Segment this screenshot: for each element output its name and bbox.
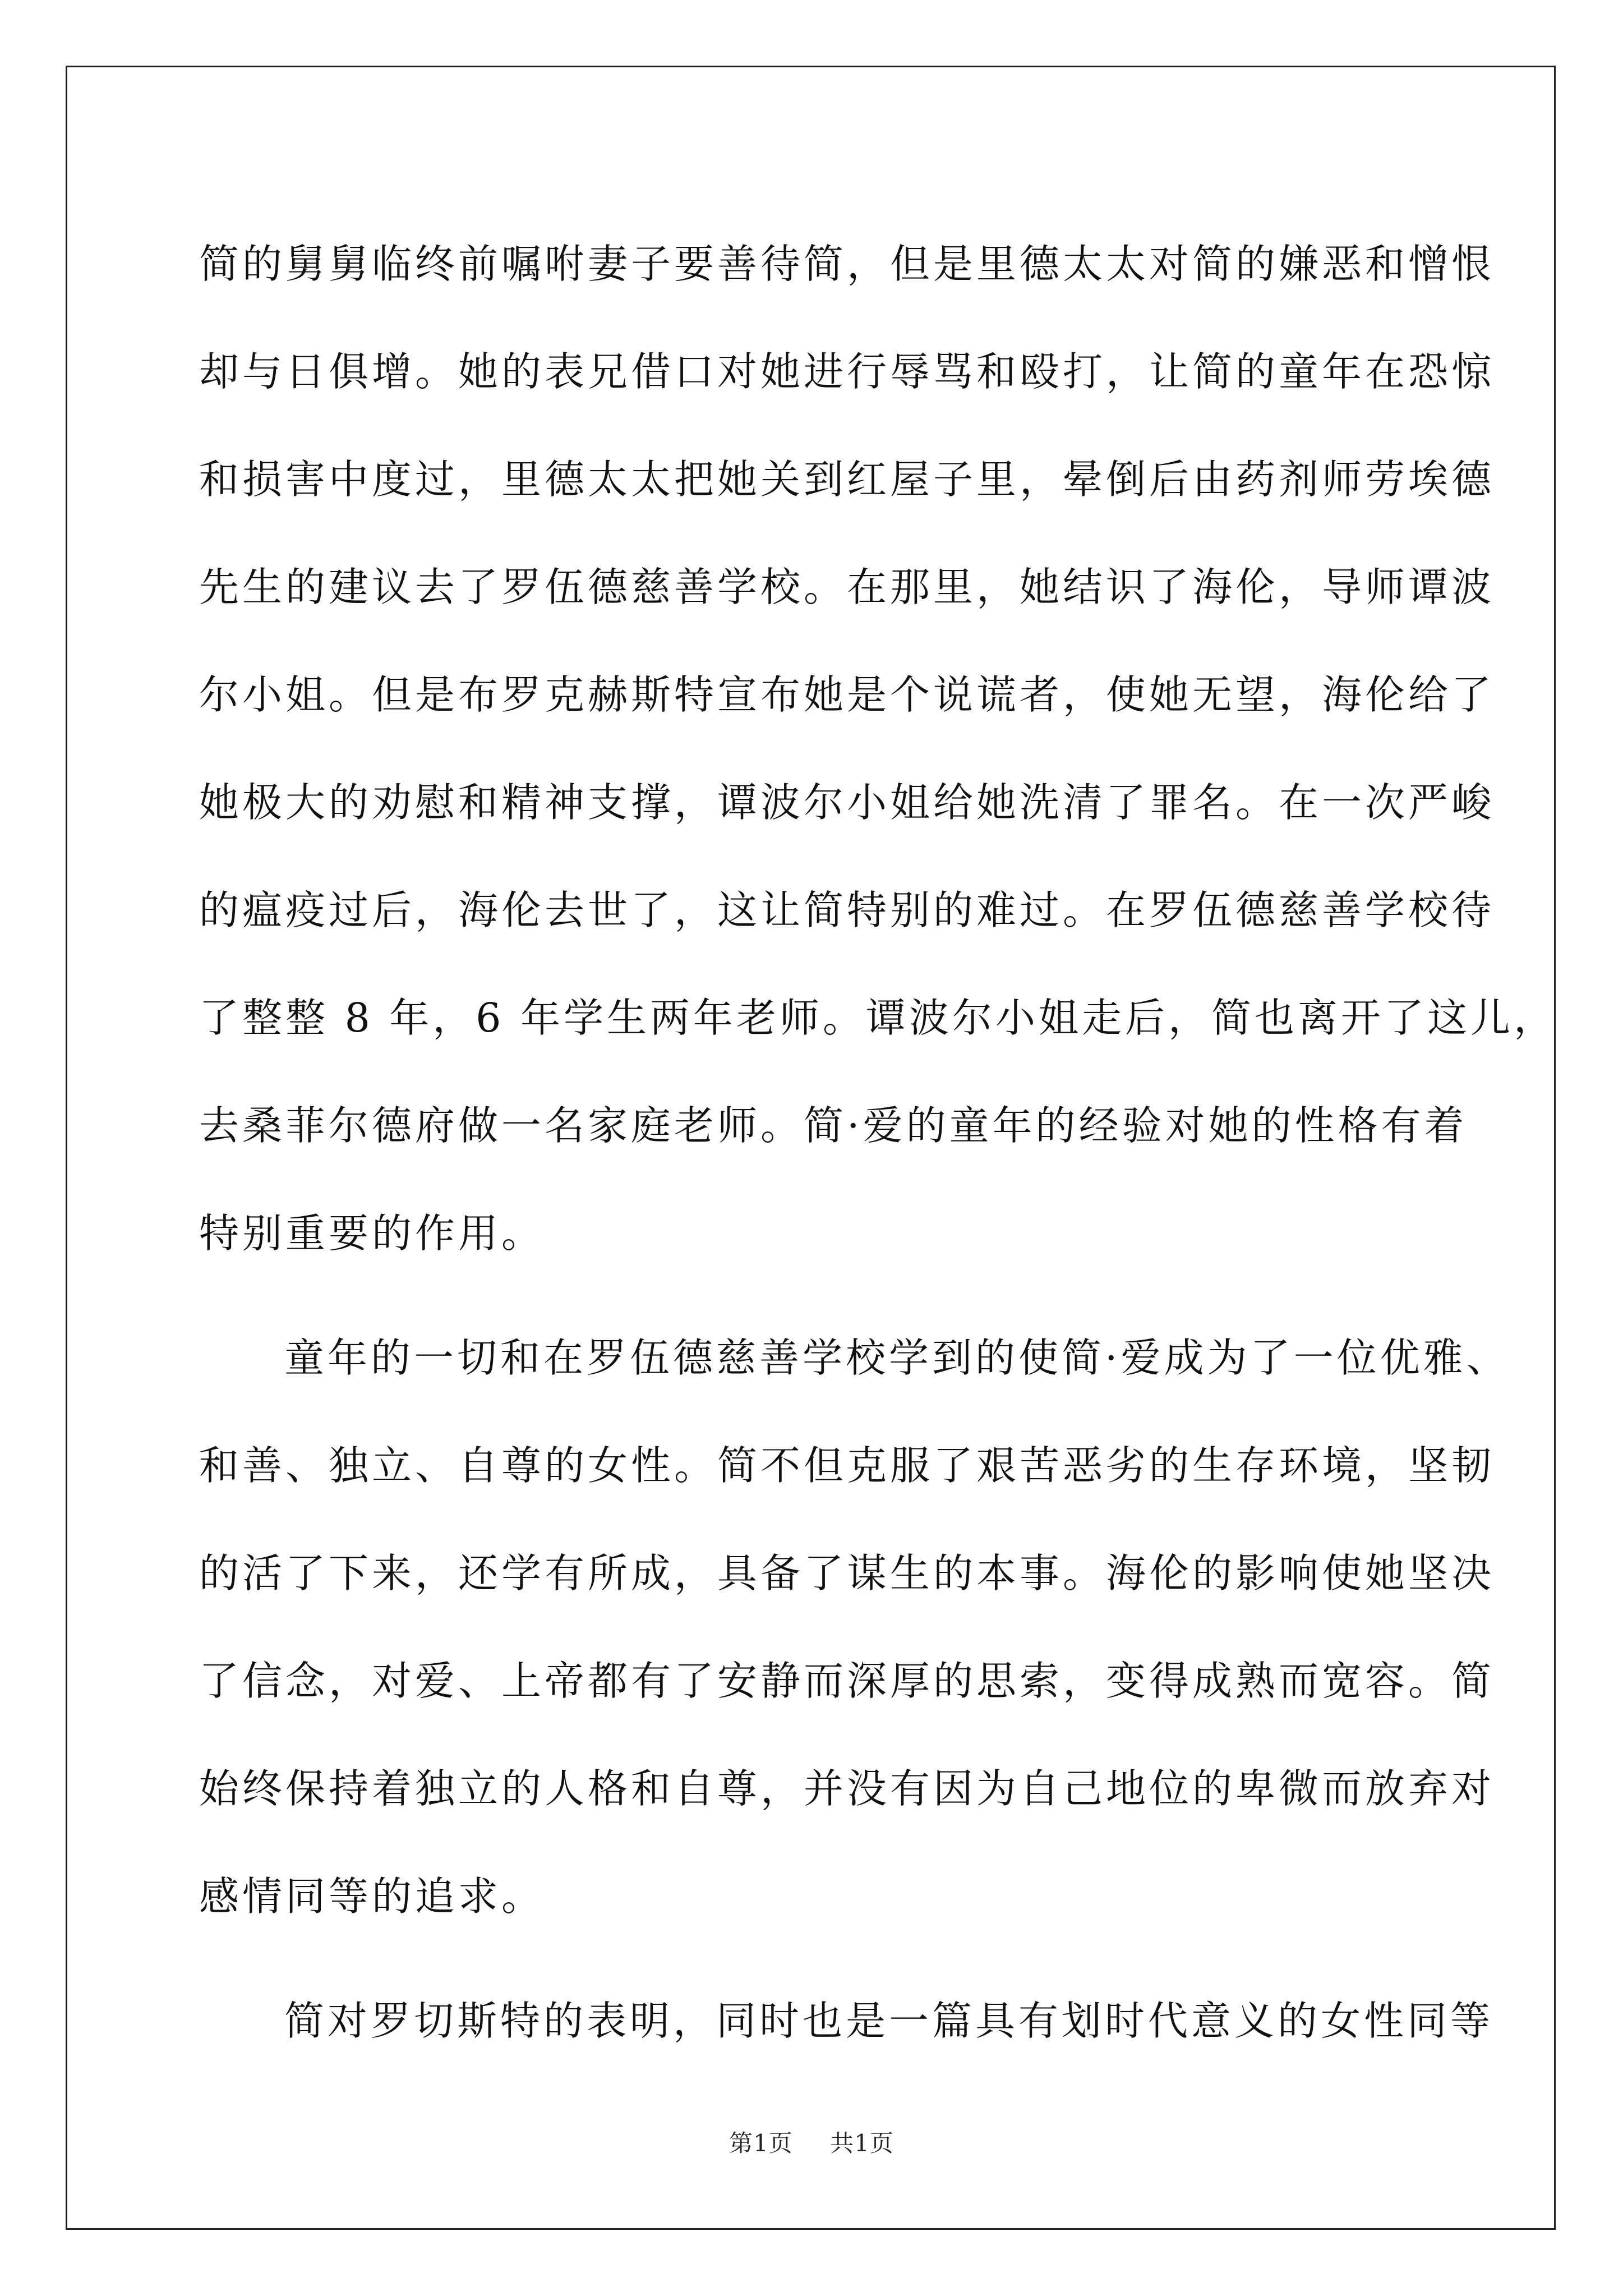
paragraph-1-line-10: 特别重要的作用。 (199, 1210, 545, 1257)
paragraph-1-line-2: 却与日俱增。她的表兄借口对她进行辱骂和殴打，让简的童年在恐惊 (199, 348, 1495, 395)
paragraph-1-line-1: 简的舅舅临终前嘱咐妻子要善待简，但是里德太太对简的嫌恶和憎恨 (199, 241, 1495, 287)
paragraph-gap (199, 1950, 1450, 1967)
paragraph-1-line-8: 了整整 8 年，6 年学生两年老师。谭波尔小姐走后，简也离开了这儿， (199, 995, 1557, 1041)
paragraph-1-line-5: 尔小姐。但是布罗克赫斯特宣布她是个说谎者，使她无望，海伦给了 (199, 671, 1495, 718)
page-footer (0, 2125, 1623, 2159)
paragraph-2-line-5: 始终保持着独立的人格和自尊，并没有因为自己地位的卑微而放弃对 (199, 1765, 1495, 1812)
paragraph-gap (199, 1287, 1450, 1304)
page-number-current: 第1页 (729, 2129, 793, 2157)
paragraph-1-line-7: 的瘟疫过后，海伦去世了，这让简特别的难过。在罗伍德慈善学校待 (199, 887, 1495, 933)
paragraph-2-line-1: 童年的一切和在罗伍德慈善学校学到的使简·爱成为了一位优雅、 (284, 1335, 1510, 1381)
paragraph-2-line-6: 感情同等的追求。 (199, 1873, 545, 1920)
paragraph-1-line-3: 和损害中度过，里德太太把她关到红屋子里，晕倒后由药剂师劳埃德 (199, 456, 1495, 503)
paragraph-1-line-4: 先生的建议去了罗伍德慈善学校。在那里，她结识了海伦，导师谭波 (199, 564, 1495, 610)
paragraph-1-line-6: 她极大的劝慰和精神支撑，谭波尔小姐给她洗清了罪名。在一次严峻 (199, 779, 1495, 826)
document-body (199, 210, 1557, 2075)
paragraph-2-line-3: 的活了下来，还学有所成，具备了谋生的本事。海伦的影响使她坚决 (199, 1550, 1495, 1596)
paragraph-2-line-2: 和善、独立、自尊的女性。简不但克服了艰苦恶劣的生存环境，坚韧 (199, 1442, 1495, 1489)
paragraph-1-line-9: 去桑菲尔德府做一名家庭老师。简·爱的童年的经验对她的性格有着 (199, 1102, 1468, 1149)
page-number-total: 共1页 (830, 2129, 894, 2157)
paragraph-2-line-4: 了信念，对爱、上帝都有了安静而深厚的思索，变得成熟而宽容。简 (199, 1658, 1495, 1704)
paragraph-3-line-1: 简对罗切斯特的表明，同时也是一篇具有划时代意义的女性同等 (284, 1998, 1494, 2044)
